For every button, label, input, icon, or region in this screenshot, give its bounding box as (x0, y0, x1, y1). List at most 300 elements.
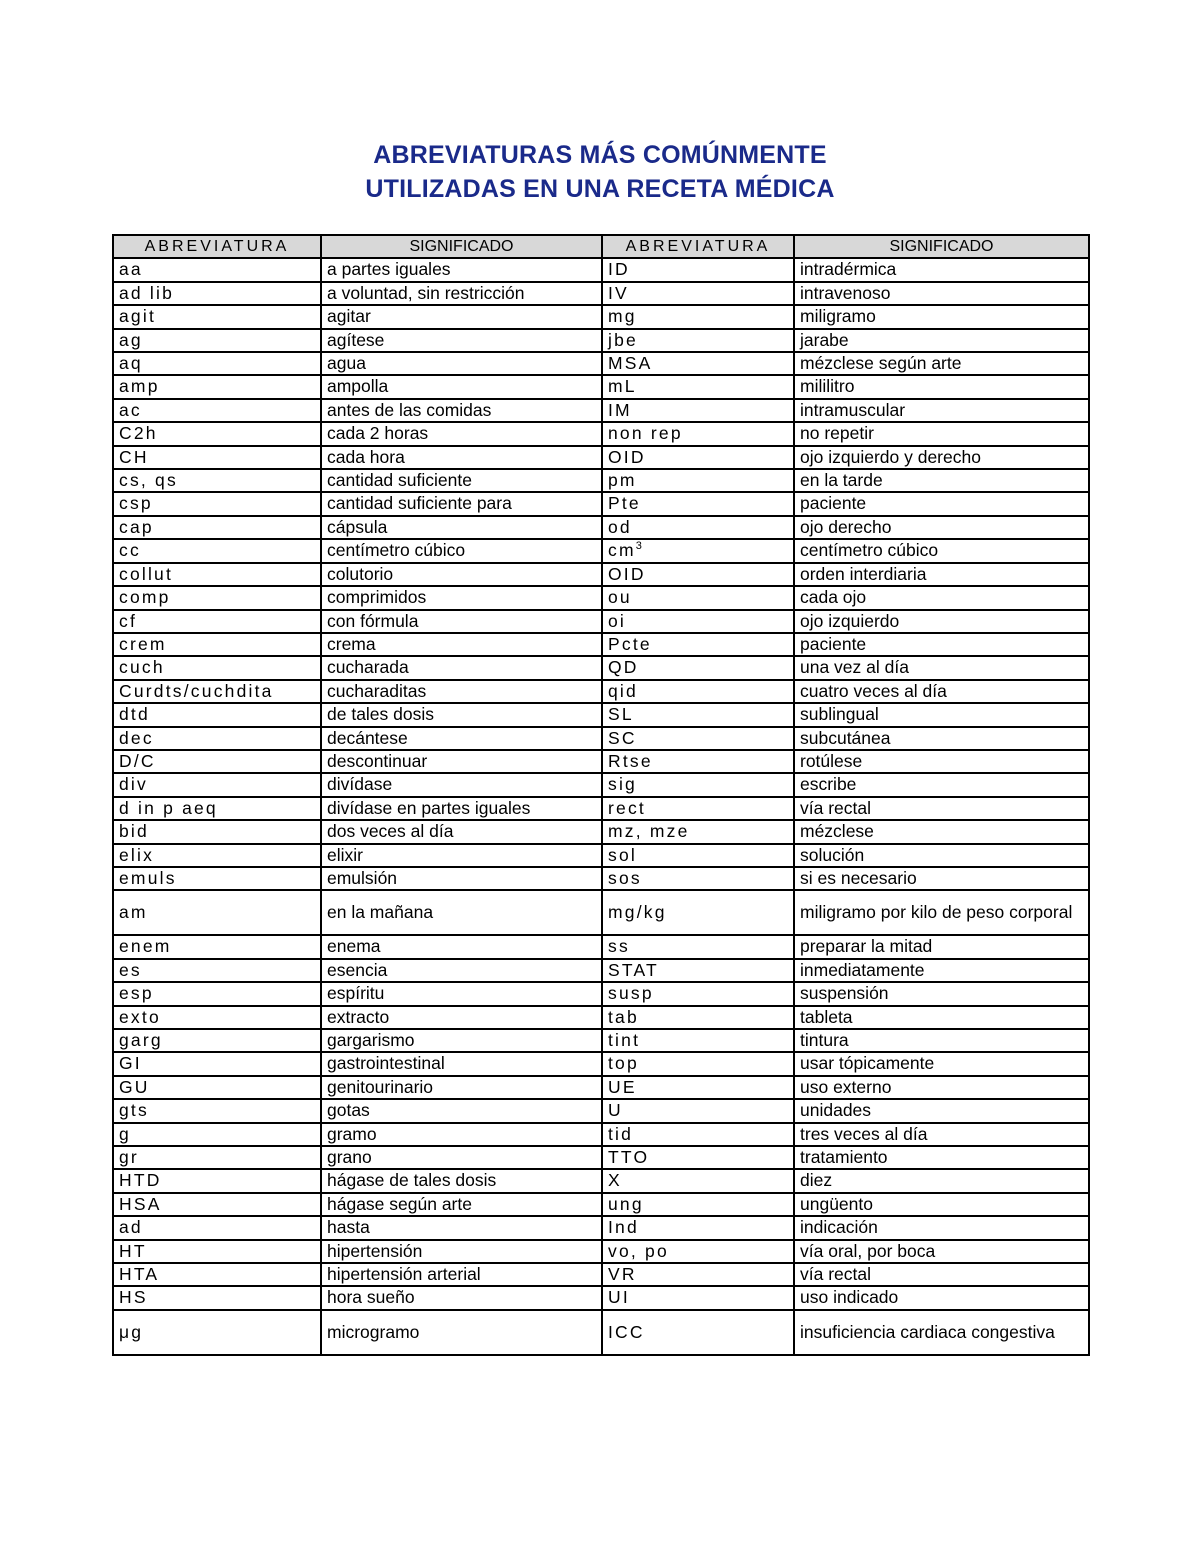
abbreviation-right-cell (602, 1240, 794, 1263)
cell-text: HTD (119, 1170, 162, 1191)
meaning-right-cell (794, 797, 1089, 820)
abbreviation-left-cell (113, 1099, 321, 1122)
abbreviation-right-cell (602, 610, 794, 633)
cell-text: emulsión (327, 867, 398, 888)
cell-text: hágase según arte (327, 1193, 472, 1214)
abbreviation-left-cell (113, 1169, 321, 1192)
table-row (113, 586, 1089, 609)
meaning-right-cell (794, 1099, 1089, 1122)
cell-text: una vez al día (800, 657, 909, 678)
meaning-right-cell (794, 982, 1089, 1005)
table-row (113, 890, 1089, 935)
meaning-right-cell (794, 399, 1089, 422)
abbreviation-right-cell (602, 797, 794, 820)
cell-text: sig (608, 774, 637, 795)
cell-text: con fórmula (327, 610, 419, 631)
cell-text: aq (119, 353, 143, 374)
abbreviation-right-cell (602, 750, 794, 773)
cell-text: OID (608, 446, 646, 467)
abbreviation-left-cell (113, 539, 321, 562)
cell-text: centímetro cúbico (800, 540, 939, 561)
cell-text: mL (608, 376, 637, 397)
abbreviation-right-cell (602, 1076, 794, 1099)
cell-text: MSA (608, 353, 653, 374)
cell-text: cada hora (327, 446, 405, 467)
cell-text: ss (608, 936, 630, 957)
title-line-1: ABREVIATURAS MÁS COMÚNMENTE (373, 141, 827, 169)
table-row (113, 1099, 1089, 1122)
cell-text: dtd (119, 704, 150, 725)
cell-text: gts (119, 1100, 149, 1121)
abbreviation-left-cell (113, 844, 321, 867)
cell-text: non rep (608, 423, 683, 444)
cell-text: mézclese según arte (800, 353, 962, 374)
cell-text: solución (800, 844, 865, 865)
cell-text: gr (119, 1147, 139, 1168)
cell-text: μg (119, 1321, 144, 1342)
meaning-right-cell (794, 446, 1089, 469)
table-row (113, 680, 1089, 703)
table-row (113, 1310, 1089, 1355)
cell-text: Pte (608, 493, 641, 514)
cell-text: intramuscular (800, 399, 906, 420)
abbreviation-right-cell (602, 282, 794, 305)
cell-text: cuatro veces al día (800, 680, 947, 701)
table-row (113, 656, 1089, 679)
abbreviation-left-cell (113, 1286, 321, 1309)
abbreviation-left-cell (113, 375, 321, 398)
cell-text: ungüento (800, 1193, 873, 1214)
cell-text: divídase en partes iguales (327, 797, 531, 818)
meaning-left-cell (321, 680, 602, 703)
meaning-left-cell (321, 820, 602, 843)
meaning-left-cell (321, 1286, 602, 1309)
meaning-left-cell (321, 610, 602, 633)
cell-text: ojo izquierdo y derecho (800, 446, 981, 467)
cell-text: d in p aeq (119, 797, 218, 818)
abbreviation-right-cell (602, 1216, 794, 1239)
cell-text: cf (119, 610, 138, 631)
cell-text: HT (119, 1240, 147, 1261)
table-row (113, 539, 1089, 562)
meaning-left-cell (321, 422, 602, 445)
meaning-right-cell (794, 867, 1089, 890)
meaning-left-cell (321, 797, 602, 820)
cell-text: collut (119, 563, 174, 584)
meaning-left-cell (321, 516, 602, 539)
abbreviation-left-cell (113, 703, 321, 726)
abbreviation-right-cell (602, 773, 794, 796)
table-row (113, 750, 1089, 773)
abbreviation-right-cell (602, 563, 794, 586)
meaning-left-cell (321, 633, 602, 656)
cell-text: od (608, 516, 632, 537)
abbreviation-left-cell (113, 1310, 321, 1355)
abbreviation-right-cell (602, 890, 794, 935)
cell-text: dec (119, 727, 154, 748)
cell-text: cada 2 horas (327, 423, 429, 444)
meaning-left-cell (321, 844, 602, 867)
header-abbreviation-2: ABREVIATURA (602, 235, 794, 258)
cell-text: agítese (327, 329, 385, 350)
cell-text: vía rectal (800, 797, 871, 818)
meaning-left-cell (321, 1076, 602, 1099)
cell-text: GI (119, 1053, 142, 1074)
meaning-right-cell (794, 633, 1089, 656)
abbreviation-right-cell (602, 727, 794, 750)
cell-text: inmediatamente (800, 959, 925, 980)
cell-text: top (608, 1053, 639, 1074)
abbreviation-left-cell (113, 797, 321, 820)
abbreviation-left-cell (113, 422, 321, 445)
cell-text: paciente (800, 493, 867, 514)
meaning-left-cell (321, 399, 602, 422)
abbreviation-right-cell (602, 703, 794, 726)
abbreviation-left-cell (113, 469, 321, 492)
cell-text: ojo izquierdo (800, 610, 900, 631)
abbreviation-right-cell (602, 633, 794, 656)
abbreviation-right-cell (602, 352, 794, 375)
meaning-right-cell (794, 1146, 1089, 1169)
abbreviation-right-cell (602, 820, 794, 843)
meaning-right-cell (794, 586, 1089, 609)
cell-text: espíritu (327, 983, 385, 1004)
table-row (113, 469, 1089, 492)
cell-text: cm (608, 540, 636, 561)
meaning-left-cell (321, 959, 602, 982)
cell-text: cantidad suficiente (327, 470, 472, 491)
table-row (113, 773, 1089, 796)
cell-text: Rtse (608, 750, 653, 771)
cell-text: ICC (608, 1321, 645, 1342)
meaning-right-cell (794, 352, 1089, 375)
cell-text: ID (608, 259, 630, 280)
meaning-right-cell (794, 844, 1089, 867)
cell-text: SC (608, 727, 637, 748)
cell-text: a partes iguales (327, 259, 451, 280)
meaning-left-cell (321, 258, 602, 281)
meaning-right-cell (794, 539, 1089, 562)
abbreviation-left-cell (113, 586, 321, 609)
meaning-right-cell (794, 1052, 1089, 1075)
table-row (113, 1193, 1089, 1216)
cell-text: cap (119, 516, 154, 537)
meaning-left-cell (321, 446, 602, 469)
table-row (113, 844, 1089, 867)
meaning-left-cell (321, 656, 602, 679)
abbreviation-left-cell (113, 329, 321, 352)
cell-text: genitourinario (327, 1076, 434, 1097)
table-row (113, 982, 1089, 1005)
cell-text: vía rectal (800, 1264, 871, 1285)
meaning-left-cell (321, 563, 602, 586)
abbreviation-left-cell (113, 1240, 321, 1263)
meaning-left-cell (321, 867, 602, 890)
cell-text: ung (608, 1193, 644, 1214)
cell-text: div (119, 774, 148, 795)
meaning-right-cell (794, 703, 1089, 726)
meaning-right-cell (794, 282, 1089, 305)
cell-text: susp (608, 983, 654, 1004)
meaning-right-cell (794, 890, 1089, 935)
abbreviation-left-cell (113, 727, 321, 750)
cell-text: tab (608, 1006, 639, 1027)
cell-text: cc (119, 540, 141, 561)
abbreviation-right-cell (602, 1169, 794, 1192)
meaning-left-cell (321, 1216, 602, 1239)
abbreviation-left-cell (113, 446, 321, 469)
table-row (113, 1076, 1089, 1099)
cell-text: mililitro (800, 376, 855, 397)
cell-text: antes de las comidas (327, 399, 492, 420)
cell-text: cápsula (327, 516, 388, 537)
cell-text: hipertensión arterial (327, 1264, 481, 1285)
meaning-left-cell (321, 1029, 602, 1052)
abbreviation-right-cell (602, 399, 794, 422)
cell-text: intravenoso (800, 282, 891, 303)
abbreviation-left-cell (113, 1193, 321, 1216)
meaning-right-cell (794, 1193, 1089, 1216)
cell-text: es (119, 959, 142, 980)
cell-text: garg (119, 1030, 163, 1050)
meaning-left-cell (321, 727, 602, 750)
cell-text: ampolla (327, 376, 389, 397)
cell-text: si es necesario (800, 867, 917, 888)
meaning-left-cell (321, 492, 602, 515)
abbreviation-left-cell (113, 820, 321, 843)
table-row (113, 1029, 1089, 1052)
table-row (113, 1263, 1089, 1286)
abbreviation-left-cell (113, 1216, 321, 1239)
meaning-right-cell (794, 1240, 1089, 1263)
cell-text: UI (608, 1287, 630, 1308)
abbreviation-right-cell (602, 1006, 794, 1029)
cell-text: ac (119, 399, 142, 420)
cell-text: g (119, 1123, 131, 1144)
table-row (113, 446, 1089, 469)
abbreviation-left-cell (113, 982, 321, 1005)
meaning-left-cell (321, 1099, 602, 1122)
cell-text: cantidad suficiente para (327, 493, 512, 514)
table-body (113, 258, 1089, 1354)
cell-text: mézclese (800, 821, 874, 842)
cell-text: tres veces al día (800, 1123, 928, 1144)
table-row (113, 633, 1089, 656)
cell-text: microgramo (327, 1321, 420, 1342)
cell-text: esencia (327, 959, 388, 980)
cell-text: ojo derecho (800, 516, 892, 537)
cell-text: hora sueño (327, 1287, 415, 1308)
abbreviation-left-cell (113, 1076, 321, 1099)
abbreviation-right-cell (602, 305, 794, 328)
cell-text: grano (327, 1147, 372, 1168)
abbreviation-left-cell (113, 305, 321, 328)
abbreviation-right-cell (602, 680, 794, 703)
cell-text: miligramo (800, 306, 876, 327)
cell-text: ou (608, 587, 632, 608)
meaning-right-cell (794, 375, 1089, 398)
cell-text: comp (119, 587, 171, 608)
table-row (113, 1123, 1089, 1146)
cell-text: paciente (800, 633, 867, 654)
header-row (113, 235, 1089, 258)
abbreviation-right-cell (602, 1263, 794, 1286)
table-row (113, 282, 1089, 305)
meaning-left-cell (321, 1123, 602, 1146)
cell-text: Ind (608, 1217, 639, 1238)
table-row (113, 1052, 1089, 1075)
abbreviation-right-cell (602, 867, 794, 890)
abbreviation-right-cell (602, 1146, 794, 1169)
meaning-left-cell (321, 1006, 602, 1029)
meaning-right-cell (794, 727, 1089, 750)
abbreviation-right-cell (602, 935, 794, 958)
cell-text: crem (119, 633, 167, 654)
cell-text: insuficiencia cardiaca congestiva (800, 1321, 1055, 1342)
cell-text: escribe (800, 774, 857, 795)
cell-text: emuls (119, 867, 177, 888)
cell-text: divídase (327, 774, 393, 795)
cell-text: miligramo por kilo de peso corporal (800, 902, 1073, 923)
abbreviations-table (112, 234, 1090, 1356)
cell-text: uso externo (800, 1076, 892, 1097)
cell-text: extracto (327, 1006, 390, 1027)
cell-text: Pcte (608, 633, 652, 654)
cell-text: crema (327, 633, 376, 654)
cell-text: tintura (800, 1030, 849, 1050)
abbreviation-left-cell (113, 282, 321, 305)
meaning-right-cell (794, 1263, 1089, 1286)
abbreviation-left-cell (113, 1146, 321, 1169)
header-abbreviation-1: ABREVIATURA (113, 235, 321, 258)
cell-text: en la tarde (800, 470, 883, 491)
abbreviation-right-cell (602, 1193, 794, 1216)
cell-text: comprimidos (327, 587, 427, 608)
meaning-right-cell (794, 750, 1089, 773)
table-row (113, 703, 1089, 726)
meaning-right-cell (794, 656, 1089, 679)
meaning-left-cell (321, 329, 602, 352)
cell-text: VR (608, 1264, 637, 1285)
table-row (113, 375, 1089, 398)
abbreviation-left-cell (113, 1029, 321, 1052)
abbreviation-right-cell (602, 329, 794, 352)
meaning-left-cell (321, 773, 602, 796)
cell-text: decántese (327, 727, 408, 748)
abbreviation-left-cell (113, 352, 321, 375)
cell-text: STAT (608, 959, 659, 980)
cell-text: unidades (800, 1100, 872, 1121)
abbreviation-right-cell (602, 959, 794, 982)
cell-text: vo, po (608, 1240, 669, 1261)
cell-text: descontinuar (327, 750, 428, 771)
abbreviation-left-cell (113, 610, 321, 633)
abbreviation-left-cell (113, 1052, 321, 1075)
cell-text: tratamiento (800, 1147, 888, 1168)
cell-text: exto (119, 1006, 161, 1027)
abbreviation-left-cell (113, 750, 321, 773)
cell-text: sos (608, 867, 642, 888)
table-row (113, 492, 1089, 515)
cell-text: gastrointestinal (327, 1053, 445, 1074)
table-row (113, 1006, 1089, 1029)
meaning-left-cell (321, 1146, 602, 1169)
meaning-left-cell (321, 1193, 602, 1216)
meaning-left-cell (321, 352, 602, 375)
meaning-right-cell (794, 610, 1089, 633)
abbreviation-right-cell (602, 422, 794, 445)
cell-text: en la mañana (327, 902, 434, 923)
table-row (113, 1169, 1089, 1192)
cell-text: rect (608, 797, 646, 818)
cell-text: hágase de tales dosis (327, 1170, 497, 1191)
abbreviation-right-cell (602, 1052, 794, 1075)
cell-text: tid (608, 1123, 634, 1144)
cell-text: no repetir (800, 423, 874, 444)
table-row (113, 352, 1089, 375)
abbreviation-left-cell (113, 656, 321, 679)
meaning-left-cell (321, 586, 602, 609)
abbreviation-right-cell (602, 1099, 794, 1122)
abbreviation-right-cell (602, 656, 794, 679)
cell-text: centímetro cúbico (327, 540, 466, 561)
meaning-right-cell (794, 1123, 1089, 1146)
abbreviation-right-cell (602, 1029, 794, 1052)
cell-text: cuch (119, 657, 165, 678)
abbreviation-right-cell (602, 469, 794, 492)
table-row (113, 797, 1089, 820)
meaning-left-cell (321, 1263, 602, 1286)
cell-text: uso indicado (800, 1287, 899, 1308)
abbreviation-left-cell (113, 633, 321, 656)
cell-text: intradérmica (800, 259, 897, 280)
table-row (113, 1286, 1089, 1309)
cell-text: tableta (800, 1006, 853, 1027)
superscript-cubed: 3 (635, 540, 645, 553)
cell-text: enem (119, 936, 172, 957)
cell-text: ag (119, 329, 143, 350)
cell-text: usar tópicamente (800, 1053, 935, 1074)
cell-text: cada ojo (800, 587, 867, 608)
cell-text: HTA (119, 1264, 160, 1285)
cell-text: gramo (327, 1123, 377, 1144)
cell-text: enema (327, 936, 381, 957)
meaning-left-cell (321, 469, 602, 492)
meaning-right-cell (794, 1076, 1089, 1099)
cell-text: elix (119, 844, 155, 865)
cell-text: orden interdiaria (800, 563, 927, 584)
cell-text: preparar la mitad (800, 936, 933, 957)
meaning-left-cell (321, 982, 602, 1005)
cell-text: mg/kg (608, 902, 667, 923)
cell-text: agua (327, 353, 366, 374)
cell-text: gotas (327, 1100, 370, 1121)
cell-text: sol (608, 844, 637, 865)
cell-text: rotúlese (800, 750, 863, 771)
table-row (113, 820, 1089, 843)
cell-text: qid (608, 680, 638, 701)
cell-text: esp (119, 983, 154, 1004)
cell-text: a voluntad, sin restricción (327, 282, 525, 303)
meaning-left-cell (321, 890, 602, 935)
cell-text: cucharaditas (327, 680, 427, 701)
table-row (113, 422, 1089, 445)
abbreviation-right-cell (602, 982, 794, 1005)
meaning-left-cell (321, 282, 602, 305)
abbreviation-right-cell (602, 1286, 794, 1309)
meaning-right-cell (794, 329, 1089, 352)
cell-text: vía oral, por boca (800, 1240, 936, 1261)
